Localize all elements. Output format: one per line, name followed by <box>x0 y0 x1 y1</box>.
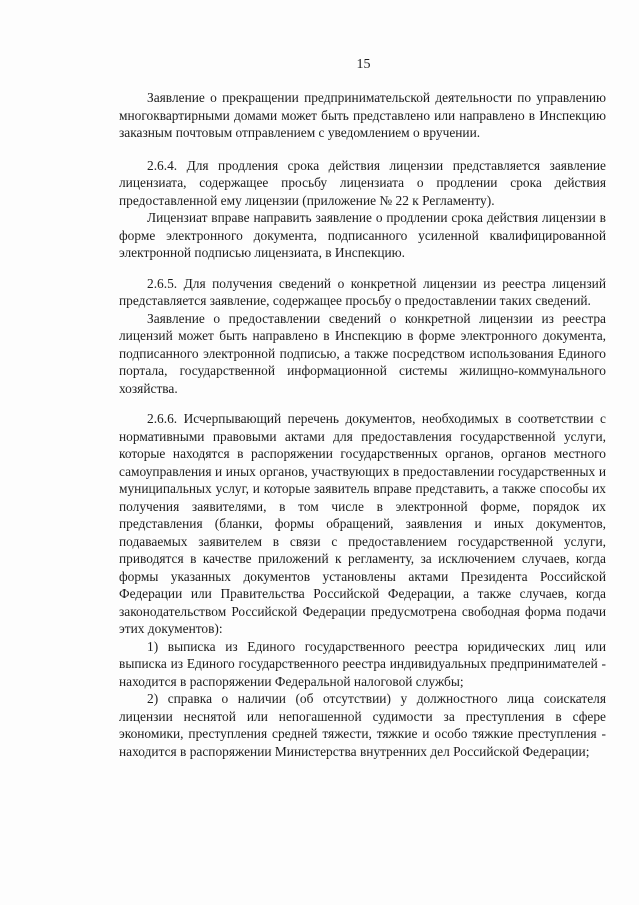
paragraph-2-6-6: 2.6.6. Исчерпывающий перечень документов, необходимых в соответствии с нормативными правовыми актами для предоставления государственной услуги, которые находятся в распоряжении государственных органов, органов местного самоуправления и иных органов, участвующих в предоставлении государственных и муниципальных услуг, и которые заявитель вправе представить, а также способы их получения заявителями, в том числе в электронной форме, порядок их представления (бланки, формы обращений, заявления и иных документов, подаваемых заявителем в связи с предоставлением государственной услуги, приводятся в качестве приложений к регламенту, за исключением случаев, когда формы указанных документов установлены актами Президента Российской Федерации или Правительства Российской Федерации, а также случаев, когда законодательством Российской Федерации предусмотрена свободная форма подачи этих документов): <box>119 411 606 636</box>
paragraph-2-6-5-electronic: Заявление о предоставлении сведений о конкретной лицензии из реестра лицензий может быть направлено в Инспекцию в форме электронного документа, подписанного электронной подписью, а также посредством использования Единого портала, государственной информационной системы жилищно-коммунального хозяйства. <box>119 310 606 396</box>
paragraph-2-6-5: 2.6.5. Для получения сведений о конкретной лицензии из реестра лицензий представляется заявление, содержащее просьбу о предоставлении таких сведений. <box>119 275 606 308</box>
paragraph-termination-notice: Заявление о прекращении предпринимательской деятельности по управлению многоквартирными домами может быть представлено или направлено в Инспекцию заказным почтовым отправлением с уведомлением о вручении. <box>119 90 606 140</box>
paragraph-2-6-4-electronic: Лицензиат вправе направить заявление о продлении срока действия лицензии в форме электронного документа, подписанного усиленной квалифицированной электронной подписью лицензиата, в Инспекцию. <box>119 210 606 260</box>
document-body <box>119 89 606 760</box>
page-number: 15 <box>356 57 371 72</box>
list-item-2: 2) справка о наличии (об отсутствии) у должностного лица соискателя лицензии неснятой или непогашенной судимости за преступления в сфере экономики, преступления средней тяжести, тяжкие и особо тяжкие преступления - находится в распоряжении Министерства внутренних дел Российской Федерации; <box>119 691 606 759</box>
list-item-1: 1) выписка из Единого государственного реестра юридических лиц или выписка из Единого государственного реестра индивидуальных предпринимателей - находится в распоряжении Федеральной налоговой службы; <box>119 638 606 689</box>
paragraph-2-6-4: 2.6.4. Для продления срока действия лицензии представляется заявление лицензиата, содержащее просьбу лицензиата о продлении срока действия предоставленной ему лицензии (приложение № 22 к Регламенту). <box>119 157 606 208</box>
